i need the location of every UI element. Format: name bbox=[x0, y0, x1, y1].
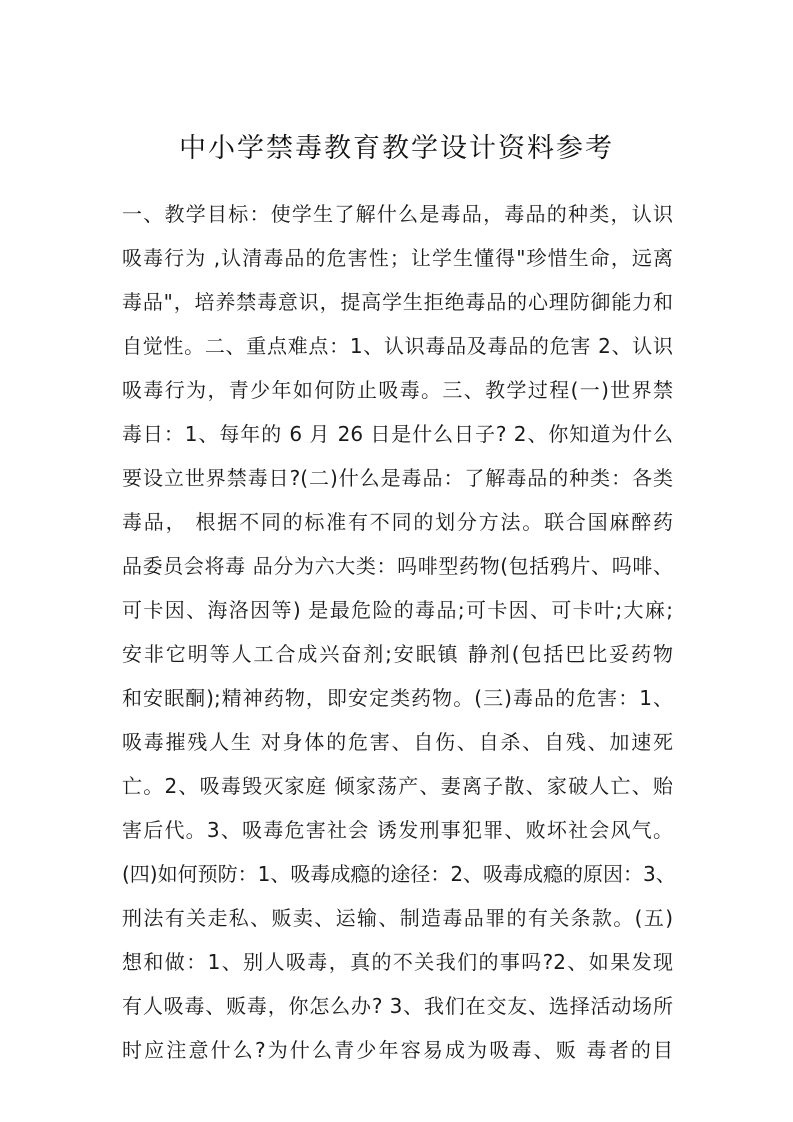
body-line: 要设立世界禁毒日?(二)什么是毒品：了解毒品的种类：各类 bbox=[122, 466, 673, 490]
body-line: 和安眠酮);精神药物，即安定类药物。(三)毒品的危害：1、 bbox=[122, 686, 673, 710]
body-line: 时应注意什么?为什么青少年容易成为吸毒、贩 毒者的目 bbox=[122, 1038, 673, 1062]
body-line: 安非它明等人工合成兴奋剂;安眠镇 静剂(包括巴比妥药物 bbox=[122, 642, 673, 666]
body-line: 毒品， 根据不同的标准有不同的划分方法。联合国麻醉药 bbox=[122, 510, 673, 534]
body-line: 吸毒摧残人生 对身体的危害、自伤、自杀、自残、加速死 bbox=[122, 730, 673, 754]
body-line: 自觉性。二、重点难点：1、认识毒品及毒品的危害 2、认识 bbox=[122, 334, 673, 358]
body-line: 亡。2、吸毒毁灭家庭 倾家荡产、妻离子散、家破人亡、贻 bbox=[122, 774, 673, 798]
body-line: (四)如何预防：1、吸毒成瘾的途径：2、吸毒成瘾的原因：3、 bbox=[122, 862, 676, 886]
document-title: 中小学禁毒教育教学设计资料参考 bbox=[179, 133, 614, 164]
document-body bbox=[122, 196, 676, 1076]
body-line: 害后代。3、吸毒危害社会 诱发刑事犯罪、败坏社会风气。 bbox=[122, 818, 673, 842]
body-line: 吸毒行为 ,认清毒品的危害性；让学生懂得"珍惜生命，远离 bbox=[122, 246, 673, 270]
body-line: 一、教学目标：使学生了解什么是毒品，毒品的种类，认识 bbox=[122, 202, 673, 226]
body-line: 品委员会将毒 品分为六大类：吗啡型药物(包括鸦片、吗啡、 bbox=[122, 554, 673, 578]
body-line: 吸毒行为，青少年如何防止吸毒。三、教学过程(一)世界禁 bbox=[122, 378, 673, 402]
body-line: 毒日：1、每年的 6 月 26 日是什么日子? 2、你知道为什么 bbox=[122, 422, 673, 446]
body-line: 有人吸毒、贩毒，你怎么办? 3、我们在交友、选择活动场所 bbox=[122, 994, 673, 1018]
body-line: 毒品"，培养禁毒意识，提高学生拒绝毒品的心理防御能力和 bbox=[122, 290, 673, 314]
body-line: 想和做：1、别人吸毒，真的不关我们的事吗?2、如果发现 bbox=[122, 950, 673, 974]
body-line: 可卡因、海洛因等) 是最危险的毒品;可卡因、可卡叶;大麻; bbox=[122, 598, 673, 622]
body-line: 刑法有关走私、贩卖、运输、制造毒品罪的有关条款。(五) bbox=[122, 906, 673, 930]
